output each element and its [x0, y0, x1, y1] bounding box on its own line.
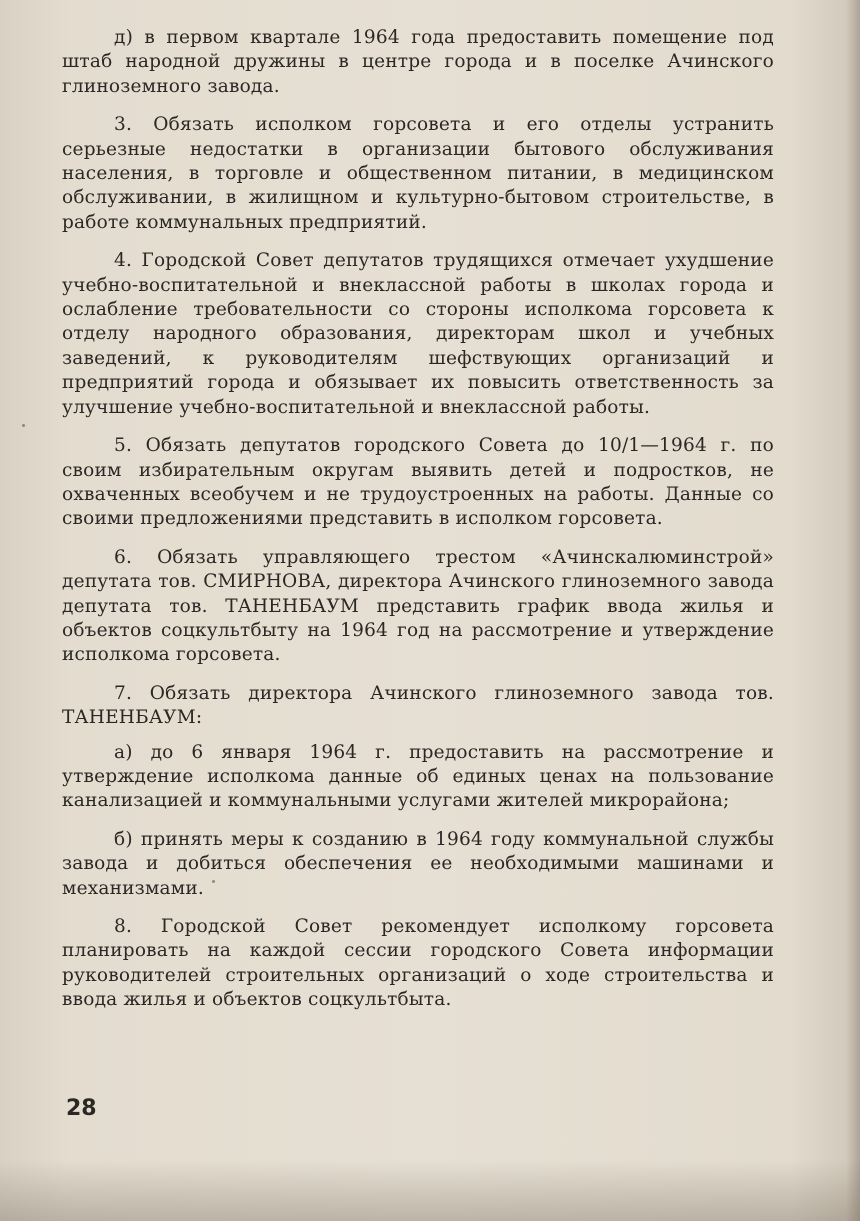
paragraph-6: 6. Обязать управляющего трестом «Ачинскалюминстрой» депутата тов. СМИРНОВА, директора Ачинского глиноземного завода депутата тов. ТАНЕНБАУМ представить график ввода жилья и объектов соцкультбыту на 1964 год на рассмотрение и утверждение исполкома горсовета.: [62, 546, 774, 666]
page-bottom-shadow: [0, 1160, 860, 1221]
document-body: [62, 26, 774, 1027]
paper-speck: [22, 424, 25, 427]
paragraph-7a: а) до 6 января 1964 г. предоставить на рассмотрение и утверждение исполкома данные об единых ценах на пользование канализацией и коммунальными услугами жителей микрорайона;: [62, 741, 774, 812]
paragraph-7: 7. Обязать директора Ачинского глиноземного завода тов. ТАНЕНБАУМ:: [62, 682, 774, 729]
paragraph-2d: д) в первом квартале 1964 года предоставить помещение под штаб народной дружины в центре города и в поселке Ачинского глиноземного завода.: [62, 27, 774, 97]
paragraph-8: 8. Городской Совет рекомендует исполкому горсовета планировать на каждой сессии городского Совета информации руководителей строительных организаций о ходе строительства и ввода жилья и объектов соцкультбыта.: [62, 916, 774, 1011]
page-number: 28: [66, 1096, 97, 1121]
paragraph-7b: б) принять меры к созданию в 1964 году коммунальной службы завода и добиться обеспечения ее необходимыми машинами и механизмами.: [62, 828, 774, 899]
paper-speck: [212, 880, 215, 883]
page-edge-shadow: [846, 0, 860, 1221]
paragraph-5: 5. Обязать депутатов городского Совета до 10/1—1964 г. по своим избирательным округам выявить детей и подростков, не охваченных всеобучем и не трудоустроенных на работы. Данные со своими предложениями представить в исполком горсовета.: [62, 435, 774, 530]
paragraph-3: 3. Обязать исполком горсовета и его отделы устранить серьезные недостатки в организации бытового обслуживания населения, в торговле и общественном питании, в медицинском обслуживании, в жилищном и культурно-бытовом строительстве, в работе коммунальных предприятий.: [62, 114, 774, 233]
paragraph-4: 4. Городской Совет депутатов трудящихся отмечает ухудшение учебно-воспитательной и внеклассной работы в школах города и ослабление требовательности со стороны исполкома горсовета к отделу народного образования, директорам школ и учебных заведений, к руководителям шефствующих организаций и предприятий города и обязывает их повысить ответственность за улучшение учебно-воспитательной и внеклассной работы.: [62, 250, 774, 418]
